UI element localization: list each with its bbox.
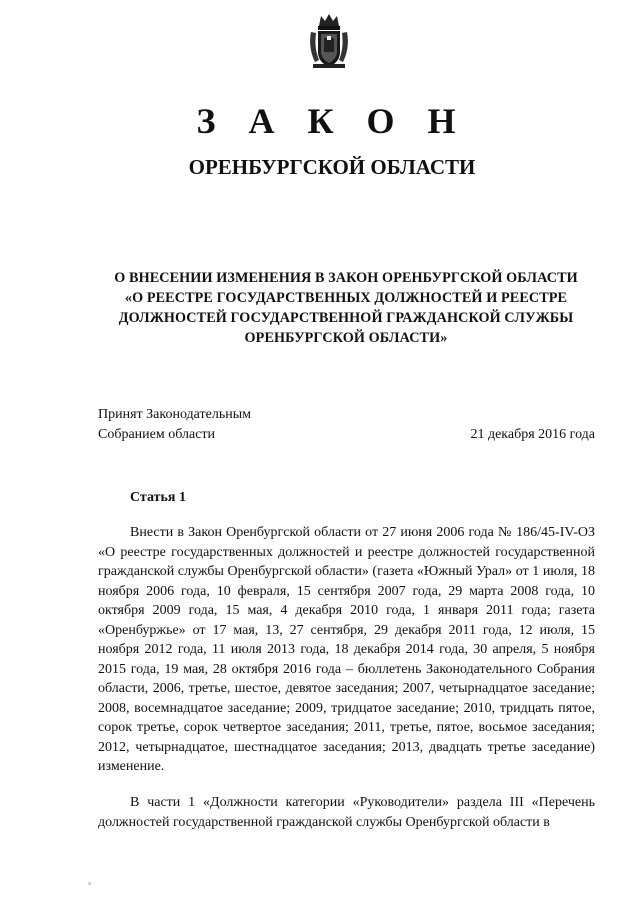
scan-dot [88, 882, 91, 885]
adoption-line: Собранием области [98, 427, 216, 442]
coat-of-arms-icon [307, 12, 351, 70]
subject-line: ОРЕНБУРГСКОЙ ОБЛАСТИ» [244, 330, 448, 346]
subject-line: ДОЛЖНОСТЕЙ ГОСУДАРСТВЕННОЙ ГРАЖДАНСКОЙ СЛУЖБЫ [118, 310, 574, 326]
law-subject [100, 268, 592, 348]
article-heading: Статья 1 [130, 490, 186, 505]
article-paragraph: В части 1 «Должности категории «Руководители» раздела III «Перечень должностей государственной гражданской службы Оренбургской области в [98, 795, 595, 830]
adoption-date: 21 декабря 2016 года [470, 427, 595, 442]
article-paragraph: Внести в Закон Оренбургской области от 27 июня 2006 года № 186/45-IV-ОЗ «О реестре государственных должностей и реестре должностей государственной гражданской службы Оренбургской области» (газета «Южный Урал» от 1 июля, 18 ноября 2006 года, 10 февраля, 15 сентября 2007 года, 29 марта 2008 года, 10 октября 2009 года, 15 мая, 4 декабря 2010 года, 1 января 2011 года; газета «Оренбуржье» от 17 мая, 13, 27 сентября, 29 декабря 2011 года, 12 июля, 15 ноября 2012 года, 11 июля 2013 года, 18 декабря 2014 года, 30 апреля, 5 ноября 2015 года, 19 мая, 28 октября 2016 года – бюллетень Законодательного Собрания области, 2006, третье, шестое, девятое заседания; 2007, четырнадцатое заседание; 2008, восемнадцатое заседание; 2009, тридцатое заседание; 2010, тридцать пятое, сорок третье, сорок четвертое заседания; 2011, третье, пятое, восьмое заседания; 2012, четырнадцатое, шестнадцатое заседания; 2013, двадцать третье заседание) изменение. [98, 525, 595, 774]
adoption-note [98, 405, 251, 445]
document-region: ОРЕНБУРГСКОЙ ОБЛАСТИ [188, 155, 476, 179]
adoption-line: Принят Законодательным [98, 407, 251, 422]
subject-line: О ВНЕСЕНИИ ИЗМЕНЕНИЯ В ЗАКОН ОРЕНБУРГСКОЙ ОБЛАСТИ [114, 270, 578, 286]
subject-line: «О РЕЕСТРЕ ГОСУДАРСТВЕННЫХ ДОЛЖНОСТЕЙ И РЕЕСТРЕ [124, 290, 568, 306]
document-title: З А К О Н [196, 101, 468, 141]
